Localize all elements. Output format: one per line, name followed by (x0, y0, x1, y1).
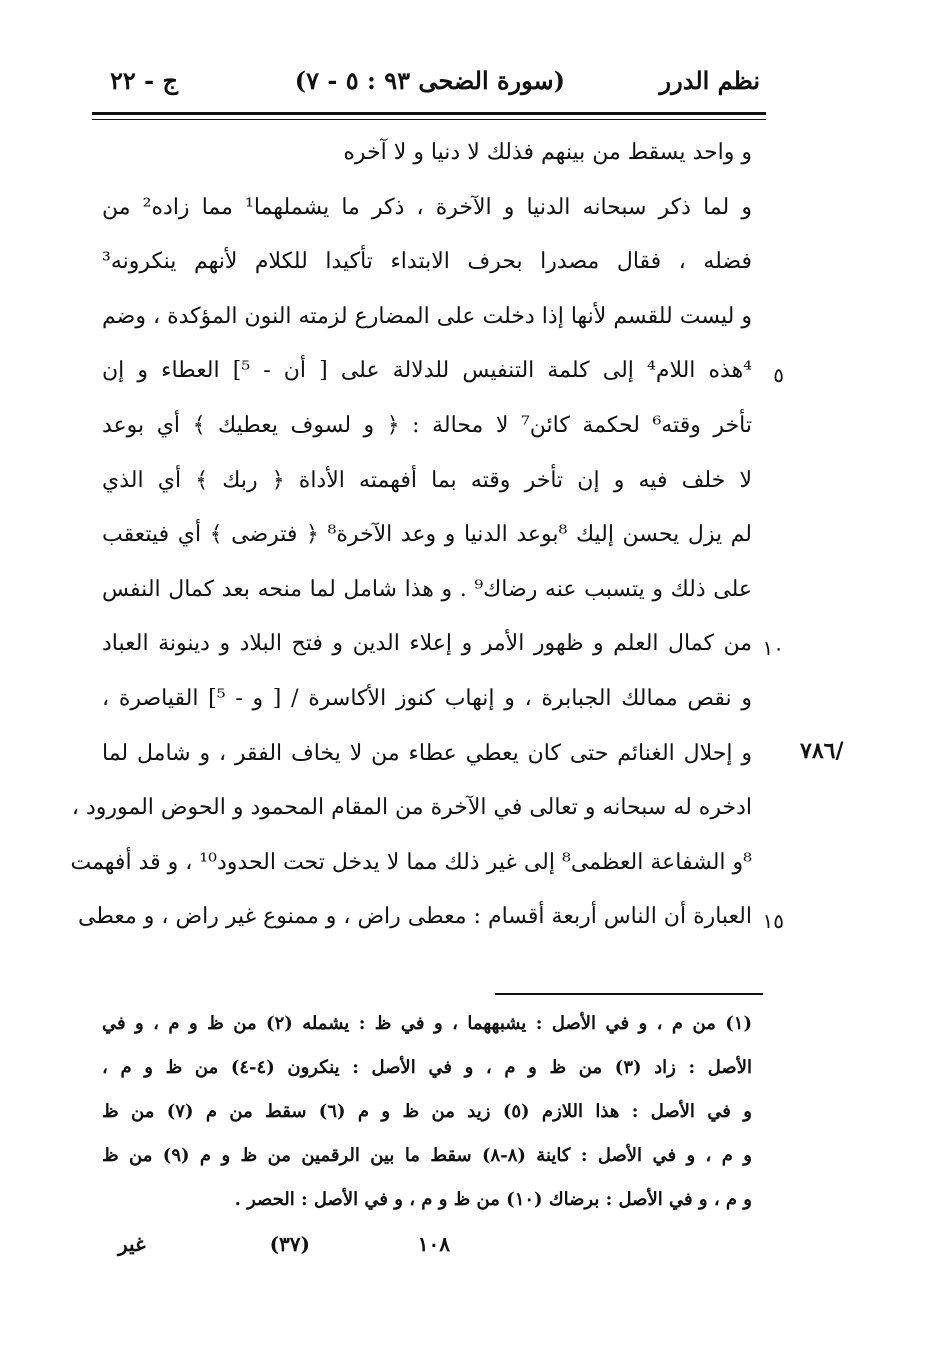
margin-manuscript-number: /٧٨٦ (800, 738, 844, 764)
body-line: و لما ذكر سبحانه الدنيا و الآخرة ، ذكر ما يشملهما¹ مما زاده² من (102, 195, 752, 220)
page-number: ١٠٨ (417, 1232, 450, 1256)
body-line: ادخره له سبحانه و تعالى في الآخرة من المقام المحمود و الحوض المورود ، (71, 795, 752, 820)
book-title: نظم الدرر (659, 66, 760, 95)
body-line: ⁴هذه اللام⁴ إلى كلمة التنفيس للدلالة على [ أن - ⁵] العطاء و إن (102, 358, 752, 383)
catchword: غير (118, 1232, 146, 1256)
page-footer (100, 1232, 560, 1262)
part-reference: ج - ٢٢ (110, 66, 178, 95)
header-rule-thin (92, 119, 766, 120)
line-number: ٥ (773, 363, 784, 387)
header-rule-thick (92, 112, 766, 115)
running-header (100, 62, 760, 102)
footnote-line: و م ، و في الأصل : برضاك (١٠) من ظ و م ، و في الأصل : الحصر . (234, 1189, 752, 1210)
body-line: و واحد يسقط من بينهم فذلك لا دنيا و لا آخره (343, 140, 752, 165)
line-number: ١٠ (762, 636, 784, 660)
body-line: و إحلال الغنائم حتى كان يعطي عطاء من لا يخاف الفقر ، و شامل لما (102, 741, 752, 766)
footnote-line: (١) من م ، و في الأصل : يشبههما ، و في ظ : يشمله (٢) من ظ و م ، و في (102, 1013, 752, 1034)
surah-reference: (سورة الضحى ٩٣ : ٥ - ٧) (294, 66, 565, 95)
body-line: العبارة أن الناس أربعة أقسام : معطى راض ، و ممنوع غير راض ، و معطى (78, 904, 752, 929)
line-number: ١٥ (762, 909, 784, 933)
body-line: لا خلف فيه و إن تأخر وقته بما أفهمته الأداة ﴿ ربك ﴾ أي الذي (102, 468, 752, 493)
body-line: من كمال العلم و ظهور الأمر و إعلاء الدين و فتح البلاد و دينونة العباد (102, 631, 752, 656)
body-line: فضله ، فقال مصدرا بحرف الابتداء تأكيدا للكلام لأنهم ينكرونه³ (102, 249, 752, 274)
signature-mark: (٣٧) (269, 1232, 310, 1256)
footnote-rule (495, 993, 763, 995)
body-line: ⁸و الشفاعة العظمى⁸ إلى غير ذلك مما لا يدخل تحت الحدود¹⁰ ، و قد أفهمت (70, 850, 752, 875)
body-line: و ليست للقسم لأنها إذا دخلت على المضارع لزمته النون المؤكدة ، وضم (102, 304, 752, 329)
body-line: لم يزل يحسن إليك ⁸بوعد الدنيا و وعد الآخرة⁸ ﴿ فترضى ﴾ أي فيتعقب (102, 522, 753, 547)
body-line: تأخر وقته⁶ لحكمة كائن⁷ لا محالة : ﴿ و لسوف يعطيك ﴾ أي بوعد (102, 413, 752, 438)
footnote-line: و في الأصل : هذا اللازم (٥) زيد من ظ و م (٦) سقط من م (٧) من ظ (102, 1101, 752, 1122)
footnote-line: و م ، و في الأصل : كاينة (٨-٨) سقط ما بين الرقمين من ظ و م (٩) من ظ (102, 1145, 752, 1166)
body-line: على ذلك و يتسبب عنه رضاك⁹ . و هذا شامل لما منحه بعد كمال النفس (102, 577, 752, 602)
body-line: و نقص ممالك الجبابرة ، و إنهاب كنوز الأكاسرة / [ و - ⁵] القياصرة ، (102, 686, 752, 711)
footnote-line: الأصل : زاد (٣) من ظ و م ، و في الأصل : ينكرون (٤-٤) من ظ و م ، (102, 1057, 752, 1078)
